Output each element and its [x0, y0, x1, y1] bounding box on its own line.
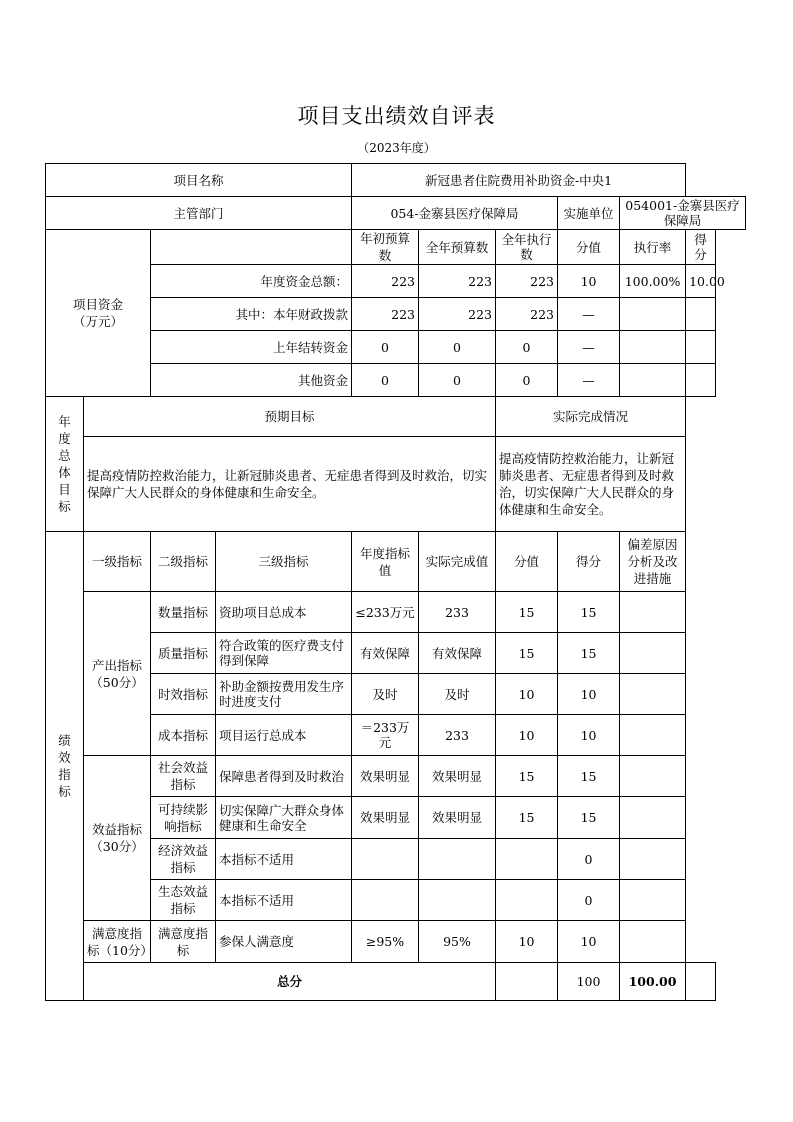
funds-header-rate: 执行率: [620, 230, 686, 265]
perf-target: 有效保障: [352, 633, 419, 674]
perf-row: [46, 633, 746, 674]
perf-score: 15: [558, 797, 620, 839]
perf-weight: 15: [496, 797, 558, 839]
funds-row-name: 其中：本年财政拨款: [151, 298, 352, 331]
perf-level3: 切实保障广大群众身体健康和生命安全: [216, 797, 352, 839]
page-title: 项目支出绩效自评表: [297, 104, 496, 128]
funds-row-initial: 0: [352, 331, 419, 364]
perf-deviation: [620, 592, 686, 633]
goals-expected-text: 提高疫情防控救治能力，让新冠肺炎患者、无症患者得到及时救治，切实保障广大人民群众的身体健康和生命安全。: [84, 437, 496, 532]
funds-row-rate: [620, 331, 686, 364]
funds-label: [46, 230, 151, 397]
funds-row-score: [686, 364, 716, 397]
perf-level3: 保障患者得到及时救治: [216, 756, 352, 797]
perf-header-row: [46, 532, 746, 592]
perf-header-level3: 三级指标: [216, 532, 352, 592]
perf-target: [352, 839, 419, 880]
perf-weight: 10: [496, 921, 558, 963]
perf-score: 0: [558, 839, 620, 880]
perf-header-deviation: 偏差原因分析及改进措施: [620, 532, 686, 592]
perf-actual: 233: [419, 715, 496, 756]
total-weight: 100: [558, 963, 620, 1001]
funds-header-executed: 全年执行数: [496, 230, 558, 265]
funds-row-weight: —: [558, 298, 620, 331]
perf-header-level1: 一级指标: [84, 532, 151, 592]
perf-target: 效果明显: [352, 756, 419, 797]
perf-deviation: [620, 633, 686, 674]
perf-level3: 参保人满意度: [216, 921, 352, 963]
funds-row-rate: [620, 298, 686, 331]
perf-level2: 成本指标: [151, 715, 216, 756]
funds-row-initial: 223: [352, 298, 419, 331]
perf-level2: 时效指标: [151, 674, 216, 715]
goals-actual-header: 实际完成情况: [496, 397, 686, 437]
perf-actual: 效果明显: [419, 797, 496, 839]
total-deviation: [686, 963, 716, 1001]
dept-label: 主管部门: [46, 197, 352, 230]
perf-deviation: [620, 880, 686, 921]
perf-actual: 效果明显: [419, 756, 496, 797]
perf-level2: 社会效益指标: [151, 756, 216, 797]
funds-label-line2: （万元）: [72, 314, 123, 329]
perf-weight: 15: [496, 756, 558, 797]
project-name-value: 新冠患者住院费用补助资金-中央1: [352, 164, 686, 197]
perf-header-target: 年度指标值: [352, 532, 419, 592]
perf-score: 10: [558, 921, 620, 963]
perf-target: [352, 880, 419, 921]
funds-row-rate: [620, 364, 686, 397]
funds-row: [46, 298, 746, 331]
funds-row-annual: 0: [419, 364, 496, 397]
perf-score: 15: [558, 756, 620, 797]
funds-header-row: [46, 230, 746, 265]
funds-row-initial: 0: [352, 364, 419, 397]
perf-header-actual: 实际完成值: [419, 532, 496, 592]
perf-score: 0: [558, 880, 620, 921]
perf-level1: 效益指标（30分）: [84, 756, 151, 921]
funds-header-annual: 全年预算数: [419, 230, 496, 265]
funds-row-annual: 0: [419, 331, 496, 364]
perf-target: 效果明显: [352, 797, 419, 839]
total-score: 100.00: [620, 963, 686, 1001]
perf-level2: 质量指标: [151, 633, 216, 674]
funds-row-annual: 223: [419, 265, 496, 298]
evaluation-table: [45, 163, 746, 1001]
funds-row-score: [686, 331, 716, 364]
perf-deviation: [620, 797, 686, 839]
funds-row-initial: 223: [352, 265, 419, 298]
total-row: [46, 963, 746, 1001]
perf-deviation: [620, 921, 686, 963]
perf-row: [46, 880, 746, 921]
impl-value: 054001-金寨县医疗保障局: [620, 197, 746, 230]
total-blank: [496, 963, 558, 1001]
perf-target: ≥95%: [352, 921, 419, 963]
perf-row: [46, 921, 746, 963]
funds-row-weight: —: [558, 364, 620, 397]
perf-level3: 补助金额按费用发生序时进度支付: [216, 674, 352, 715]
goals-actual-text: 提高疫情防控救治能力，让新冠肺炎患者、无症患者得到及时救治，切实保障广大人民群众的身体健康和生命安全。: [496, 437, 686, 532]
funds-row-name: 其他资金: [151, 364, 352, 397]
perf-score: 10: [558, 715, 620, 756]
perf-score: 15: [558, 633, 620, 674]
perf-level2: 数量指标: [151, 592, 216, 633]
goals-header-row: [46, 397, 746, 437]
perf-target: 及时: [352, 674, 419, 715]
perf-header-level2: 二级指标: [151, 532, 216, 592]
funds-row-name: 上年结转资金: [151, 331, 352, 364]
goals-text-row: [46, 437, 746, 532]
goals-expected-header: 预期目标: [84, 397, 496, 437]
perf-weight: 15: [496, 592, 558, 633]
perf-row: [46, 592, 746, 633]
perf-level3: 项目运行总成本: [216, 715, 352, 756]
funds-header-blank: [151, 230, 352, 265]
report-year: （2023年度）: [357, 141, 436, 155]
perf-level2: 经济效益指标: [151, 839, 216, 880]
perf-weight: 10: [496, 715, 558, 756]
perf-header-weight: 分值: [496, 532, 558, 592]
impl-label: 实施单位: [558, 197, 620, 230]
funds-header-weight: 分值: [558, 230, 620, 265]
perf-level3: 本指标不适用: [216, 880, 352, 921]
perf-level3: 本指标不适用: [216, 839, 352, 880]
perf-deviation: [620, 756, 686, 797]
funds-row-annual: 223: [419, 298, 496, 331]
perf-deviation: [620, 715, 686, 756]
perf-deviation: [620, 674, 686, 715]
perf-level2: 生态效益指标: [151, 880, 216, 921]
funds-header-initial: 年初预算数: [352, 230, 419, 265]
perf-row: [46, 797, 746, 839]
perf-deviation: [620, 839, 686, 880]
perf-weight: 10: [496, 674, 558, 715]
funds-row-executed: 0: [496, 331, 558, 364]
perf-actual: 233: [419, 592, 496, 633]
perf-score: 15: [558, 592, 620, 633]
funds-row: [46, 364, 746, 397]
funds-row-executed: 223: [496, 298, 558, 331]
project-name-label: 项目名称: [46, 164, 352, 197]
funds-row: [46, 265, 746, 298]
perf-level2: 满意度指标: [151, 921, 216, 963]
funds-label-line1: 项目资金: [72, 297, 123, 312]
perf-level3: 符合政策的医疗费支付得到保障: [216, 633, 352, 674]
goals-label: 年度总体目标: [46, 397, 84, 532]
perf-row: [46, 839, 746, 880]
project-name-row: [46, 164, 746, 197]
perf-label: 绩效指标: [46, 532, 84, 1001]
perf-row: [46, 674, 746, 715]
funds-row-rate: 100.00%: [620, 265, 686, 298]
perf-actual: 95%: [419, 921, 496, 963]
funds-row-name: 年度资金总额：: [151, 265, 352, 298]
perf-level2: 可持续影响指标: [151, 797, 216, 839]
perf-actual: [419, 880, 496, 921]
perf-target: ≤233万元: [352, 592, 419, 633]
perf-weight: [496, 880, 558, 921]
perf-header-score: 得分: [558, 532, 620, 592]
perf-score: 10: [558, 674, 620, 715]
funds-header-score: 得分: [686, 230, 716, 265]
perf-actual: [419, 839, 496, 880]
perf-level3: 资助项目总成本: [216, 592, 352, 633]
perf-level1: 产出指标（50分）: [84, 592, 151, 756]
funds-row-weight: 10: [558, 265, 620, 298]
dept-value: 054-金寨县医疗保障局: [352, 197, 558, 230]
total-label: 总分: [84, 963, 496, 1001]
perf-actual: 有效保障: [419, 633, 496, 674]
perf-level1: 满意度指标（10分）: [84, 921, 151, 963]
perf-row: [46, 715, 746, 756]
perf-target: ＝233万元: [352, 715, 419, 756]
funds-row: [46, 331, 746, 364]
funds-row-score: 10.00: [686, 265, 716, 298]
dept-row: [46, 197, 746, 230]
funds-row-executed: 223: [496, 265, 558, 298]
perf-weight: [496, 839, 558, 880]
perf-actual: 及时: [419, 674, 496, 715]
funds-row-score: [686, 298, 716, 331]
perf-row: [46, 756, 746, 797]
funds-row-executed: 0: [496, 364, 558, 397]
funds-row-weight: —: [558, 331, 620, 364]
perf-weight: 15: [496, 633, 558, 674]
